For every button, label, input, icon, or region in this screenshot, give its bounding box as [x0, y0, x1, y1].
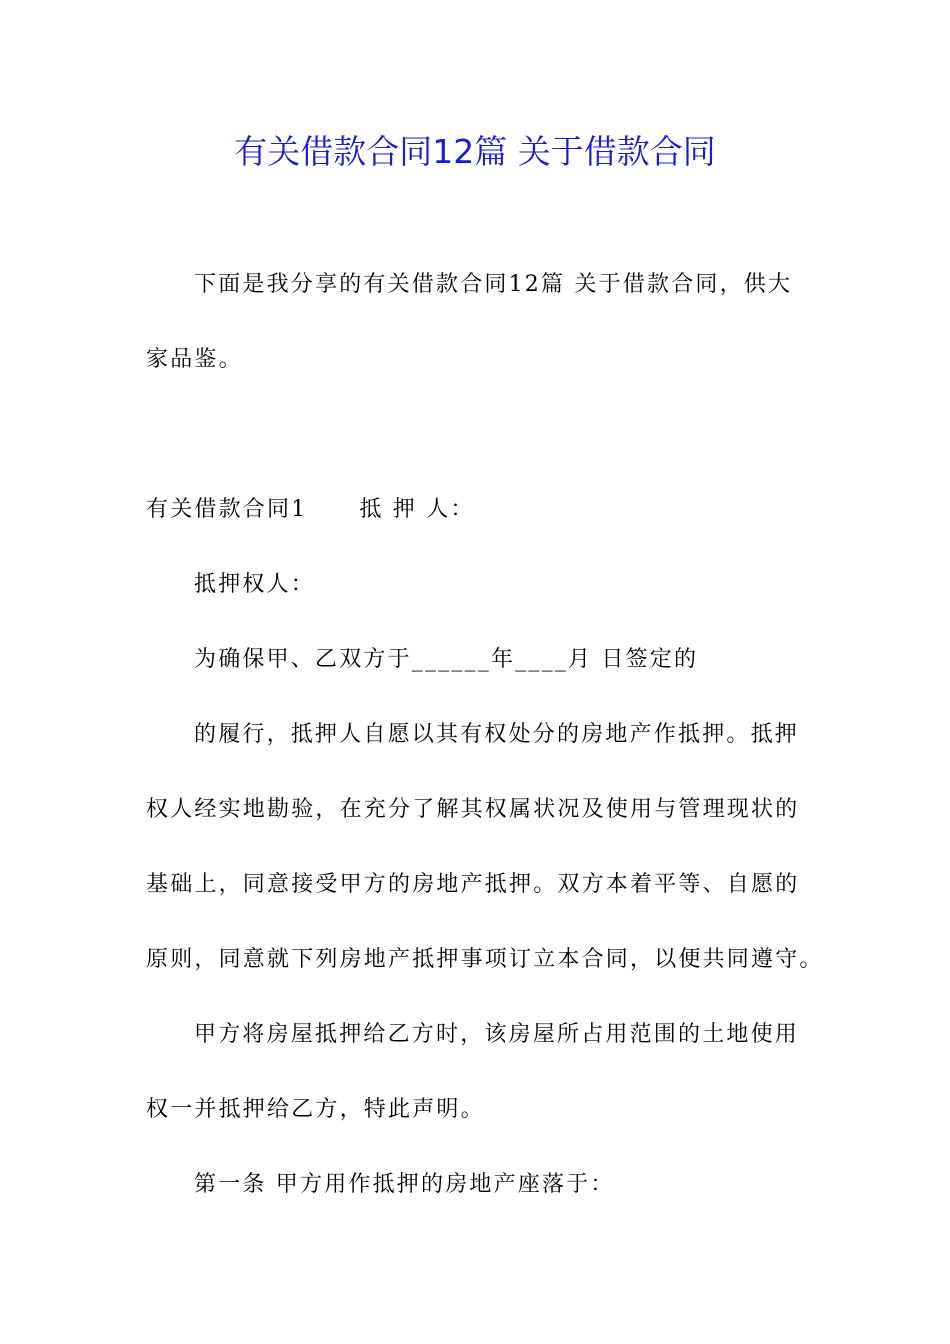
- para3-line-1: 甲方将房屋抵押给乙方时，该房屋所占用范围的土地使用: [194, 1022, 800, 1047]
- para2-line-4: 原则，同意就下列房地产抵押事项订立本合同，以便共同遵守。: [146, 947, 824, 972]
- para2-line-2: 权人经实地勘验，在充分了解其权属状况及使用与管理现状的: [146, 797, 800, 822]
- intro-line-2: 家品鉴。: [146, 347, 243, 372]
- para3-line-2: 权一并抵押给乙方，特此声明。: [146, 1097, 485, 1122]
- mortgagor-label: 抵 押 人：: [359, 497, 475, 522]
- intro-line-1: 下面是我分享的有关借款合同12篇 关于借款合同，供大: [194, 272, 793, 297]
- para1-line-1: 为确保甲、乙双方于______年____月 日签定的: [194, 647, 699, 672]
- article1-line: 第一条 甲方用作抵押的房地产座落于：: [194, 1172, 615, 1197]
- mortgagee-label: 抵押权人：: [194, 572, 316, 597]
- section-heading: 有关借款合同1: [146, 497, 308, 522]
- section-heading-line: [146, 495, 475, 525]
- para2-line-1: 的履行，抵押人自愿以其有权处分的房地产作抵押。抵押: [194, 722, 800, 747]
- document-title: 有关借款合同12篇 关于借款合同: [234, 132, 716, 171]
- para2-line-3: 基础上，同意接受甲方的房地产抵押。双方本着平等、自愿的: [146, 872, 800, 897]
